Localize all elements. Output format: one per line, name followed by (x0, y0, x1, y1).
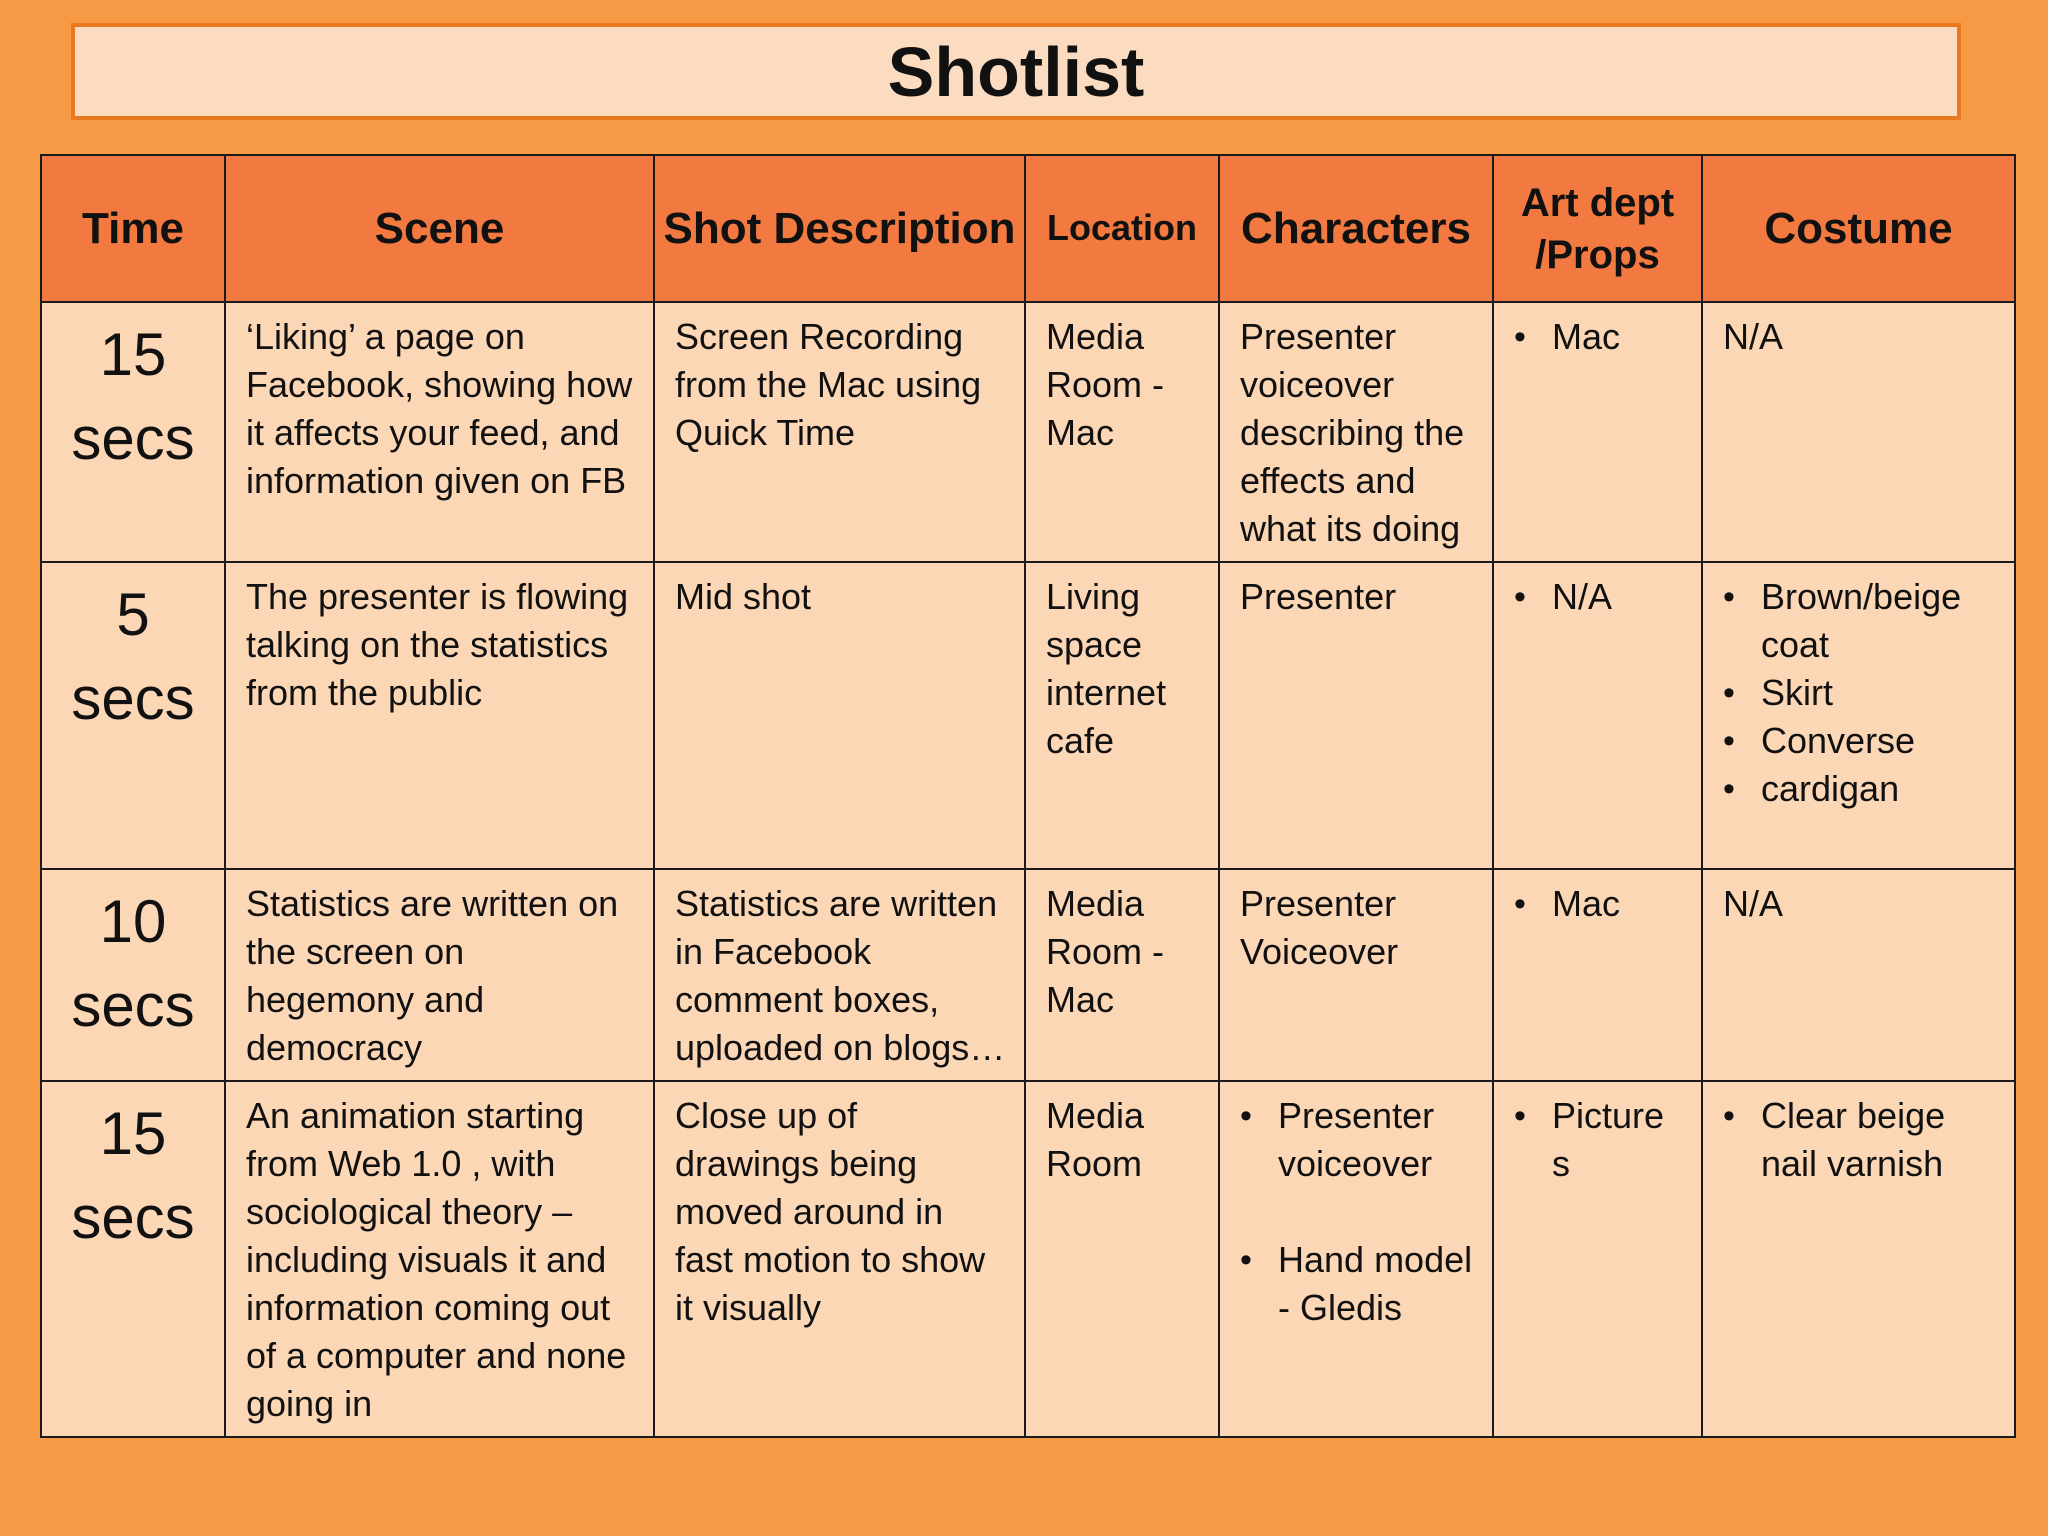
title-banner (71, 23, 1961, 120)
props-cell (1493, 1081, 1702, 1437)
costume-cell (1702, 562, 2015, 869)
time-cell (41, 869, 225, 1081)
list-item: • Mac (1514, 313, 1683, 361)
list-item: • cardigan (1723, 765, 1996, 813)
scene-cell: ‘Liking’ a page on Facebook, showing how it affects your feed, and information given on FB (225, 302, 654, 562)
table-row (41, 302, 2015, 562)
props-list (1514, 313, 1683, 361)
list-item: • Hand model - Gledis (1240, 1236, 1474, 1332)
column-header-characters: Characters (1219, 155, 1493, 302)
characters-list (1240, 1092, 1474, 1332)
time-unit: secs (71, 972, 195, 1039)
characters-cell: Presenter Voiceover (1219, 869, 1493, 1081)
table-row (41, 1081, 2015, 1437)
list-item: • Skirt (1723, 669, 1996, 717)
costume-cell (1702, 1081, 2015, 1437)
shot-description-cell: Close up of drawings being moved around in fast motion to show it visually (654, 1081, 1025, 1437)
time-value: 15 (99, 321, 167, 388)
time-cell (41, 1081, 225, 1437)
column-header-time: Time (41, 155, 225, 302)
props-cell (1493, 562, 1702, 869)
header-row (41, 155, 2015, 302)
time-unit: secs (71, 665, 195, 732)
list-item: • Mac (1514, 880, 1683, 928)
location-cell: Living space internet cafe (1025, 562, 1219, 869)
costume-cell: N/A (1702, 869, 2015, 1081)
props-list (1514, 1092, 1683, 1188)
time-unit: secs (71, 1184, 195, 1251)
shot-description-cell: Statistics are written in Facebook comment boxes, uploaded on blogs… (654, 869, 1025, 1081)
scene-cell: An animation starting from Web 1.0 , with sociological theory – including visuals it and information coming out of a computer and none going in (225, 1081, 654, 1437)
time-cell (41, 302, 225, 562)
list-item: • Converse (1723, 717, 1996, 765)
characters-cell: Presenter voiceover describing the effects and what its doing (1219, 302, 1493, 562)
column-header-shot-description: Shot Description (654, 155, 1025, 302)
location-cell: Media Room - Mac (1025, 869, 1219, 1081)
time-value: 5 (116, 581, 150, 648)
column-header-location: Location (1025, 155, 1219, 302)
characters-cell (1219, 1081, 1493, 1437)
location-cell: Media Room (1025, 1081, 1219, 1437)
location-cell: Media Room - Mac (1025, 302, 1219, 562)
list-item: • Clear beige nail varnish (1723, 1092, 1996, 1188)
props-list (1514, 573, 1683, 621)
column-header-scene: Scene (225, 155, 654, 302)
shot-description-cell: Screen Recording from the Mac using Quick Time (654, 302, 1025, 562)
characters-cell: Presenter (1219, 562, 1493, 869)
column-header-art-dept-props: Art dept /Props (1493, 155, 1702, 302)
list-item: • Picture s (1514, 1092, 1683, 1188)
page-title: Shotlist (887, 32, 1145, 111)
time-value: 10 (99, 888, 167, 955)
costume-list (1723, 1092, 1996, 1188)
costume-cell: N/A (1702, 302, 2015, 562)
scene-cell: Statistics are written on the screen on hegemony and democracy (225, 869, 654, 1081)
costume-list (1723, 573, 1996, 813)
column-header-costume: Costume (1702, 155, 2015, 302)
list-item: • Brown/beige coat (1723, 573, 1996, 669)
table-row (41, 562, 2015, 869)
time-value: 15 (99, 1100, 167, 1167)
scene-cell: The presenter is flowing talking on the statistics from the public (225, 562, 654, 869)
list-item: • Presenter voiceover (1240, 1092, 1474, 1188)
time-cell (41, 562, 225, 869)
props-list (1514, 880, 1683, 928)
shot-description-cell: Mid shot (654, 562, 1025, 869)
props-cell (1493, 869, 1702, 1081)
shotlist-table (40, 154, 2016, 1438)
table-row (41, 869, 2015, 1081)
list-item: • N/A (1514, 573, 1683, 621)
time-unit: secs (71, 405, 195, 472)
props-cell (1493, 302, 1702, 562)
